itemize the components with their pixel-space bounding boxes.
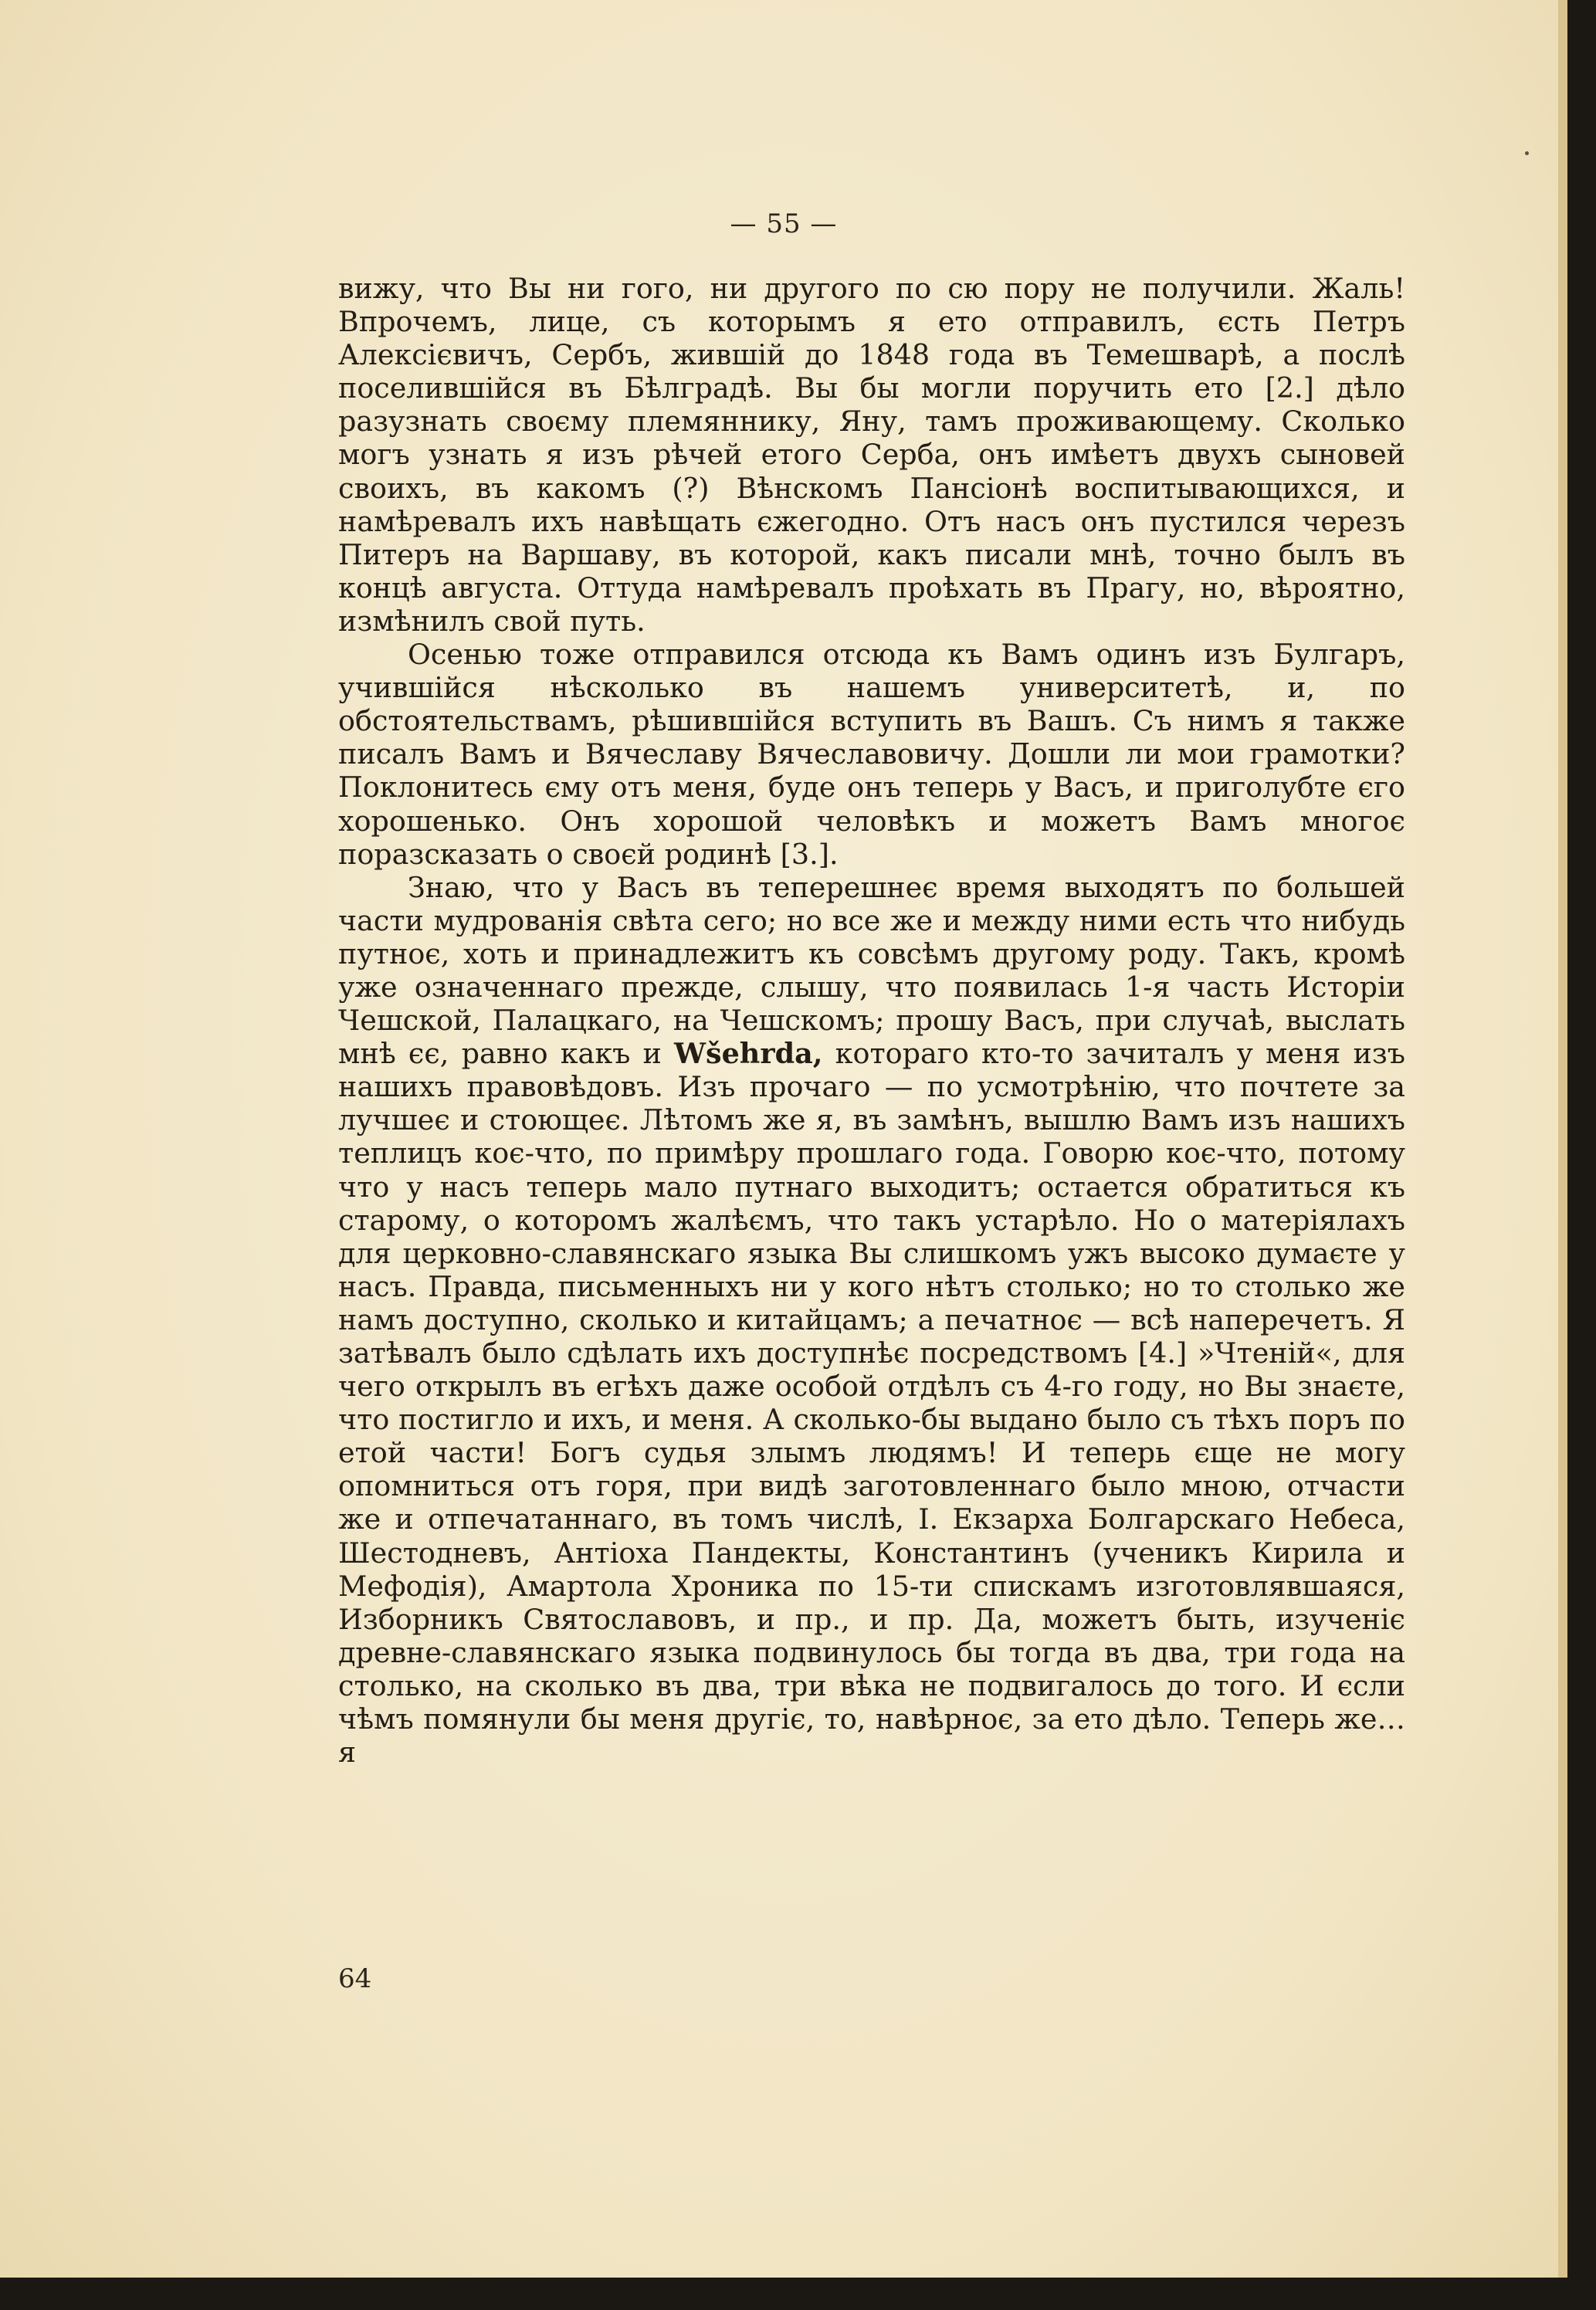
page-header-number: — 55 — — [730, 208, 838, 239]
paragraph-3-text-b: котораго кто-то зачиталъ у меня изъ нашихъ правовѣдовъ. Изъ прочаго — по усмотрѣнію, что почтете за лучшеє и стоющеє. Лѣтомъ же я, въ замѣнъ, вышлю Вамъ изъ нашихъ теплицъ коє-что, по примѣру прошлаго года. Говорю коє-что, потому что у насъ теперь мало путнаго выходитъ; остается обратиться къ старому, о которомъ жалѣємъ, что такъ устарѣло. Но о матеріялахъ для церковно-славянскаго языка Вы слишкомъ ужъ высоко думаєте у насъ. Правда, письменныхъ ни у кого нѣтъ столько; но то столько же намъ доступно, сколько и китайцамъ; а печатноє — всѣ наперечетъ. Я затѣвалъ было сдѣлать ихъ доступнѣє посредствомъ [4.] »Чтеній«, для чего открылъ въ егѣхъ даже особой отдѣлъ съ 4-го году, но Вы знаєте, что постигло и ихъ, и меня. А сколько-бы выдано было съ тѣхъ поръ по етой части! Богъ судья злымъ людямъ! И теперь єще не могу опомниться отъ горя, при видѣ заготовленнаго было мною, отчасти же и отпечатаннаго, въ томъ числѣ, І. Екзарха Болгарскаго Небеса, Шестодневъ, Антіоха Пандекты, Константинъ (ученикъ Кирила и Мефодія), Амартола Хроника по 15-ти спискамъ изготовлявшаяся, Изборникъ Святославовъ, и пр., и пр. Да, можетъ быть, изученіє древне-славянскаго языка подвинулось бы тогда въ два, три года на столько, на сколько въ два, три вѣка не подвигалось до того. И єсли чѣмъ помянули бы меня другіє, то, навѣрноє, за ето дѣло. Теперь же… я — [338, 1037, 1405, 1770]
paragraph-2 — [338, 638, 1405, 871]
paragraph-2-text: Осенью тоже отправился отсюда къ Вамъ одинъ изъ Булгаръ, учившійся нѣсколько въ нашемъ университетѣ, и, по обстоятельствамъ, рѣшившійся вступить въ Вашъ. Съ нимъ я также писалъ Вамъ и Вячеславу Вячеславовичу. Дошли ли мои грамотки? Поклонитесь єму отъ меня, буде онъ теперь у Васъ, и приголубте єго хорошенько. Онъ хорошой человѣкъ и можетъ Вамъ многоє поразсказать о своєй родинѣ [3.]. — [338, 638, 1405, 871]
page-footer-signature: 64 — [338, 1963, 372, 1994]
ink-speck — [1525, 151, 1529, 155]
main-text — [338, 272, 1405, 1769]
paragraph-1 — [338, 272, 1405, 638]
paragraph-3-text-a: Знаю, что у Васъ въ теперешнеє время выходятъ по большей части мудрованія свѣта сего; но все же и между ними есть что нибудь путноє, хоть и принадлежитъ къ совсѣмъ другому роду. Такъ, кромѣ уже означеннаго прежде, слышу, что появилась 1-я часть Исторіи Чешской, Палацкаго, на Чешскомъ; прошу Васъ, при случаѣ, выслать мнѣ єє, равно какъ и — [338, 870, 1405, 1071]
paragraph-3 — [338, 871, 1405, 1770]
page-edge — [1558, 0, 1567, 2278]
paragraph-1-text: вижу, что Вы ни гого, ни другого по сю пору не получили. Жаль! Впрочемъ, лице, съ которымъ я ето отправилъ, єсть Петръ Алексієвичъ, Сербъ, жившій до 1848 года въ Темешварѣ, а послѣ поселившійся въ Бѣлградѣ. Вы бы могли поручить ето [2.] дѣло разузнать своєму племяннику, Яну, тамъ проживающему. Сколько могъ узнать я изъ рѣчей етого Серба, онъ имѣетъ двухъ сыновей своихъ, въ какомъ (?) Вѣнскомъ Пансіонѣ воспитывающихся, и намѣревалъ ихъ навѣщать єжегодно. Отъ насъ онъ пустился черезъ Питеръ на Варшаву, въ которой, какъ писали мнѣ, точно былъ въ концѣ августа. Оттуда намѣревалъ проѣхать въ Прагу, но, вѣроятно, измѣнилъ свой путь. — [338, 272, 1405, 638]
paragraph-3-bold-title: Wšehrda, — [674, 1037, 823, 1071]
